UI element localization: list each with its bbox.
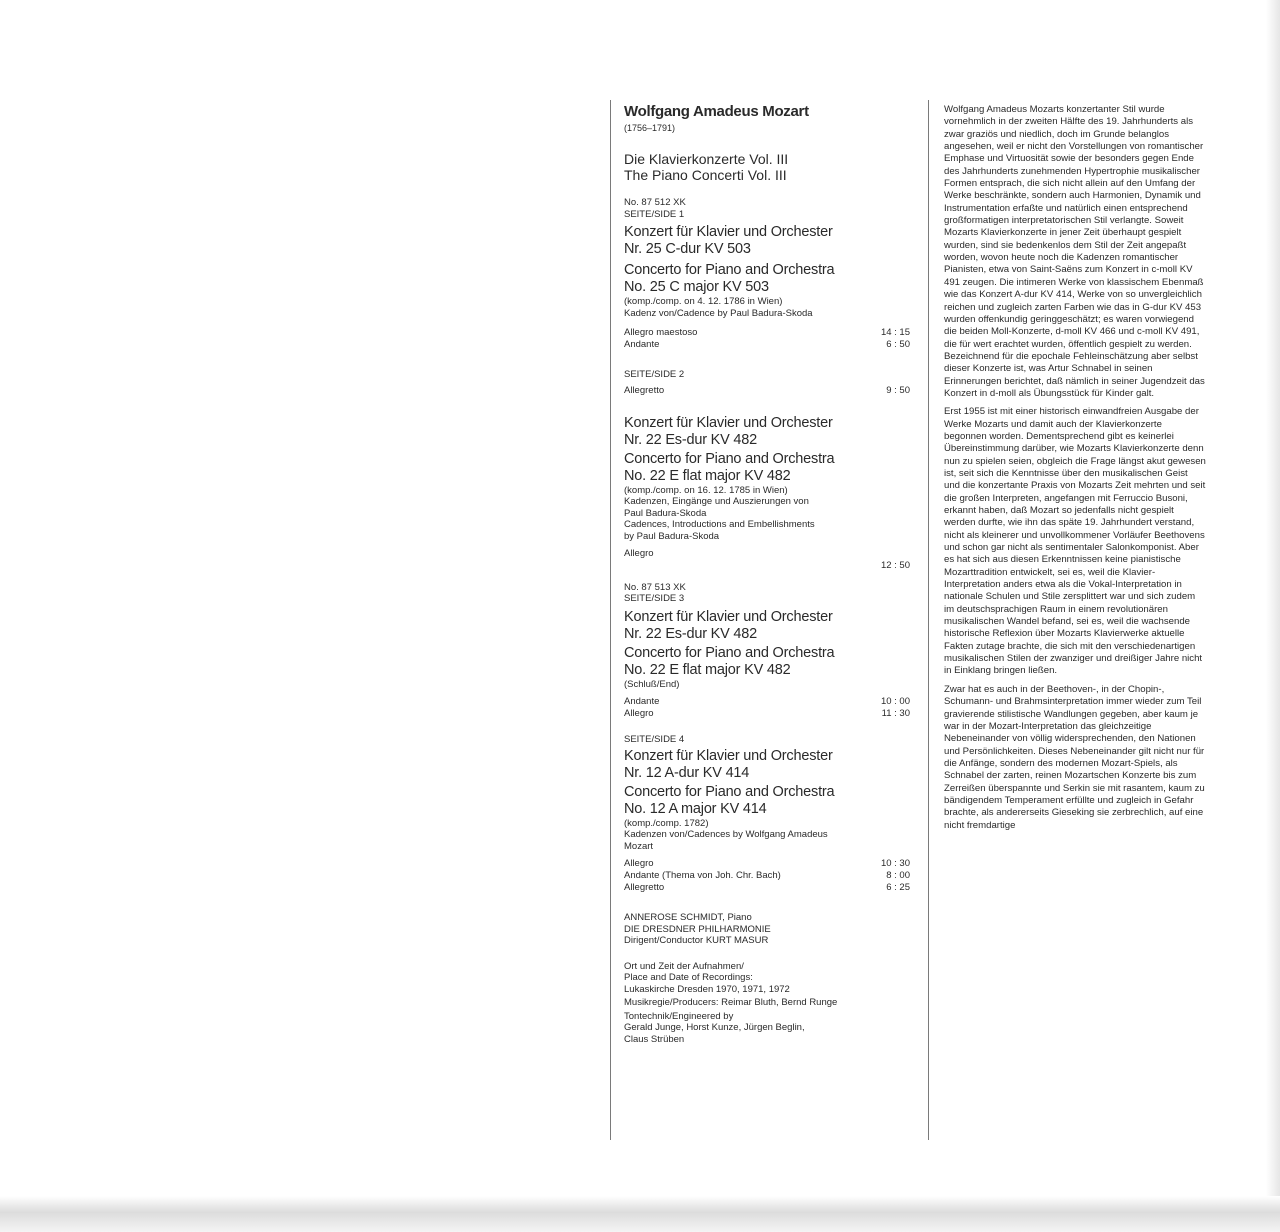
composition-date: (komp./comp. on 4. 12. 1786 in Wien) — [624, 296, 783, 307]
movement-time: 11 : 30 — [881, 708, 910, 719]
work-title-de: Nr. 25 C-dur KV 503 — [624, 241, 751, 257]
engineers-credit: Gerald Junge, Horst Kunze, Jürgen Beglin, — [624, 1022, 805, 1033]
work-title-en: Concerto for Piano and Orchestra — [624, 644, 835, 661]
movement-name: Allegretto — [624, 882, 665, 893]
essay-paragraph: Wolfgang Amadeus Mozarts konzertanter Stil wurde vornehmlich in der zweiten Hälfte des 19. Jahrhunderts als zwar graziös und niedlich, doch im Grunde belanglos angesehen, weil er nicht den Vorstellungen von romantischer Emphase und Virtuosität sowie der besonders gegen Ende des Jahrhunderts zunehmenden Hypertrophie musikalischer Formen entsprach, die sich nicht allein auf den Umfang der Werke beschränkte, sondern auch Harmonien, Dynamik und Instrumentation erfaßte und natürlich einen entsprechend großformatigen interpretatorischen Stil verlangte. Soweit Mozarts Klavierkonzerte in jener Zeit überhaupt gespielt wurden, sind sie bedenkenlos dem Stil der Zeit angepaßt worden, wovon heute noch die Kadenzen romantischer Pianisten, etwa von Saint-Saëns zum Konzert in c-moll KV 491 zeugen. Die intimeren Werke von klassischem Ebenmaß wie das Konzert A-dur KV 414, Werke von so unvergleichlich reichen und zugleich zarten Farben wie das in G-dur KV 453 wurden offenkundig geringgeschätzt; es waren vorwiegend die beiden Moll-Konzerte, d-moll KV 466 und c-moll KV 491, die für wert erachtet wurden, öffentlich gespielt zu werden. Bezeichnend für die epochale Fehleinschätzung aber selbst dieser Konzerte ist, was Artur Schnabel in seinen Erinnerungen berichtet, daß nämlich in seiner Jugendzeit das Konzert in d-moll als Übungsstück für Kinder galt. — [944, 104, 1205, 399]
movement-name: Andante — [624, 696, 660, 707]
recording-place: Lukaskirche Dresden 1970, 1971, 1972 — [624, 983, 790, 995]
essay-paragraph: Erst 1955 ist mit einer historisch einwandfreien Ausgabe der Werke Mozarts und damit auch der Klavierkonzerte begonnen worden. Dementsprechend gibt es keinerlei Übereinstimmung darüber, wie Mozarts Klavierkonzerte denn nun zu spielen seien, obgleich die Frage längst akut gewesen ist, seit sich die Kenntnisse über den musikalischen Geist und die konzertante Praxis von Mozarts Zeit mehrten und seit die großen Interpreten, angefangen mit Ferruccio Busoni, erkannt haben, daß Mozart so jedenfalls nicht gespielt werden durfte, wie ihn das späte 19. Jahrhundert verstand, nicht als kleinerer und unvollkommener Vorläufer Beethovens und schon gar nicht als sentimentaler Salonkomponist. Aber es hat sich aus diesen Erkenntnissen keine pianistische Mozarttradition entwickelt, sei es, weil die Klavier-Interpretation anders etwa als die Vokal-Interpretation in nationale Schulen und Stile zersplittert war und sich zudem im deutschsprachigen Raum in einem revolutionären musikalischen Wandel befand, sei es, weil die wachsende historische Reflexion über Mozarts Klavierwerke aktuelle Fakten zutage brachte, die sich mit den verschiedenartigen musikalischen Stilen der zwanziger und dreißiger Jahre nicht in Einklang bringen ließen. — [944, 406, 1206, 677]
track-listing-column — [624, 103, 912, 1045]
recording-place-label: Ort und Zeit der Aufnahmen/ — [624, 960, 744, 972]
work-title-en: No. 25 C major KV 503 — [624, 279, 769, 295]
cadenza-credit: Mozart — [624, 840, 654, 852]
movement-row — [624, 560, 912, 572]
work-title-de: Konzert für Klavier und Orchester — [624, 747, 833, 764]
engineers-credit: Claus Strüben — [624, 1033, 685, 1045]
cadenza-credit: Paul Badura-Skoda — [624, 507, 707, 519]
movement-time: 8 : 00 — [886, 870, 910, 881]
catalog-number-2: No. 87 513 XK — [624, 581, 686, 593]
work-title-de: Konzert für Klavier und Orchester — [624, 224, 833, 240]
side-4-label: SEITE/SIDE 4 — [624, 734, 685, 745]
movement-name: Allegro maestoso — [624, 327, 698, 338]
side-1-label: SEITE/SIDE 1 — [624, 208, 685, 220]
movement-row — [624, 708, 912, 720]
performer-conductor: Dirigent/Conductor KURT MASUR — [624, 935, 769, 946]
cadenza-credit: Kadenz von/Cadence by Paul Badura-Skoda — [624, 307, 813, 319]
work-title-en: Concerto for Piano and Orchestra — [624, 262, 835, 278]
work-title-en: Concerto for Piano and Orchestra — [624, 783, 835, 800]
composer-years: (1756–1791) — [624, 123, 676, 133]
work-title-en: No. 22 E flat major KV 482 — [624, 467, 791, 484]
movement-time: 10 : 00 — [880, 696, 910, 707]
cadenza-credit: Cadences, Introductions and Embellishments — [624, 519, 815, 530]
catalog-number-1: No. 87 512 XK — [624, 197, 686, 208]
movement-time: 9 : 50 — [886, 384, 910, 396]
work-title-en: Concerto for Piano and Orchestra — [624, 450, 835, 467]
series-title-de: Die Klavierkonzerte Vol. III — [624, 151, 789, 167]
work-title-de: Nr. 22 Es-dur KV 482 — [624, 625, 758, 642]
essay-paragraph: Zwar hat es auch in der Beethoven-, in der Chopin-, Schumann- und Brahmsinterpretation immer wieder zum Teil gravierende stilistische Wandlungen gegeben, aber kaum je war in der Mozart-Interpretation das gleichzeitige Nebeneinander von völlig widersprechenden, den Nationen und Persönlichkeiten. Dieses Nebeneinander gilt nicht nur für die Anfänge, sondern des modernen Mozart-Spiels, als Schnabel der zarten, reinen Mozartschen Konzerte bis zum Zerreißen überspannte und Serkin sie mit rasantem, kaum zu bändigendem Temperament erfüllte und zugleich in Gefahr brachte, als andererseits Gieseking sie zerbrechlich, auf eine nicht fremdartige — [944, 683, 1205, 831]
series-title-en: The Piano Concerti Vol. III — [624, 167, 787, 183]
movement-time: 12 : 50 — [880, 559, 910, 571]
movement-name: Andante — [624, 339, 660, 350]
composer-name: Wolfgang Amadeus Mozart — [624, 103, 809, 120]
work-title-en: No. 22 E flat major KV 482 — [624, 661, 791, 678]
movement-name: Allegro — [624, 708, 654, 719]
movement-row — [624, 327, 912, 339]
performer-orchestra: DIE DRESDNER PHILHARMONIE — [624, 923, 771, 935]
page-edge-shadow-bottom — [0, 1196, 1280, 1232]
composition-date: (komp./comp. on 16. 12. 1785 in Wien) — [624, 484, 788, 496]
movement-row — [624, 882, 912, 894]
movement-row — [624, 858, 912, 870]
column-rule-right — [928, 100, 929, 1140]
producers-credit: Musikregie/Producers: Reimar Bluth, Bernd Runge — [624, 997, 838, 1008]
cadenza-credit: Kadenzen von/Cadences by Wolfgang Amadeus — [624, 829, 828, 840]
movement-name: Andante (Thema von Joh. Chr. Bach) — [624, 870, 781, 881]
movement-row — [624, 339, 912, 351]
engineers-label: Tontechnik/Engineered by — [624, 1010, 734, 1022]
movement-time: 14 : 15 — [880, 327, 910, 338]
side-3-label: SEITE/SIDE 3 — [624, 593, 685, 604]
column-rule-left — [610, 100, 611, 1140]
work-title-de: Nr. 12 A-dur KV 414 — [624, 764, 750, 781]
liner-notes-essay — [944, 104, 1206, 838]
work-title-de: Konzert für Klavier und Orchester — [624, 414, 833, 431]
cadenza-credit: Kadenzen, Eingänge und Auszierungen von — [624, 496, 809, 507]
work-title-en: No. 12 A major KV 414 — [624, 800, 767, 817]
side-2-label: SEITE/SIDE 2 — [624, 369, 685, 380]
work-title-de: Konzert für Klavier und Orchester — [624, 608, 833, 625]
movement-name: Allegretto — [624, 384, 665, 396]
movement-time: 6 : 50 — [886, 339, 910, 350]
page-edge-shadow-right — [1266, 0, 1280, 1232]
recording-place-label: Place and Date of Recordings: — [624, 972, 753, 983]
work-title-de: Nr. 22 Es-dur KV 482 — [624, 431, 758, 448]
composition-date: (komp./comp. 1782) — [624, 817, 709, 829]
performer-soloist: ANNEROSE SCHMIDT, Piano — [624, 912, 752, 923]
cadenza-credit: by Paul Badura-Skoda — [624, 530, 720, 542]
movement-row — [624, 870, 912, 882]
movement-row — [624, 696, 912, 708]
movement-time: 10 : 30 — [880, 858, 910, 869]
movement-name: Allegro — [624, 548, 654, 559]
movement-time: 6 : 25 — [886, 882, 910, 893]
work-note: (Schluß/End) — [624, 678, 680, 690]
movement-name: Allegro — [624, 858, 654, 869]
movement-row — [624, 385, 912, 397]
series-title-block — [624, 151, 912, 183]
